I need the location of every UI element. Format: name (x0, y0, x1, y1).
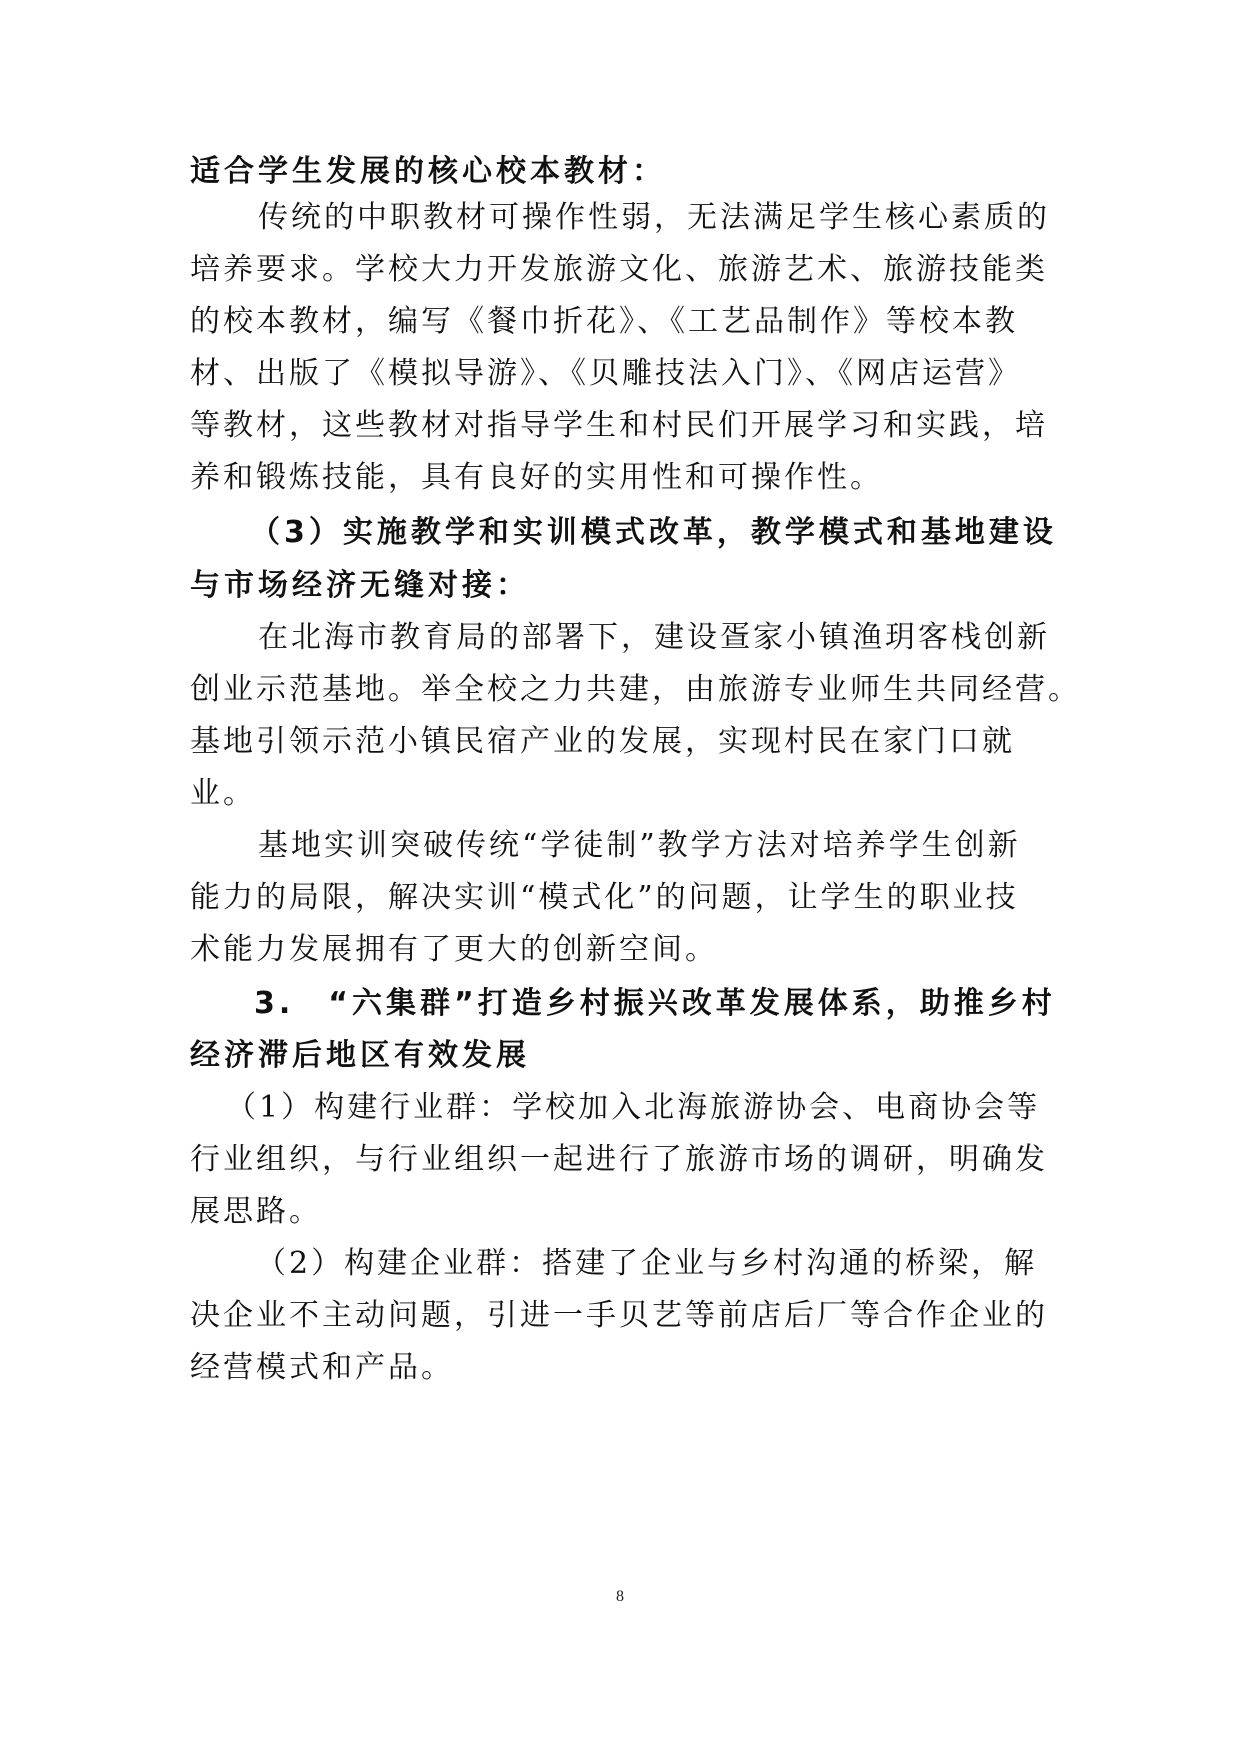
paragraph-line: 经营模式和产品。 (190, 1350, 454, 1385)
paragraph-line: 术能力发展拥有了更大的创新空间。 (190, 932, 718, 967)
heading-line: 3. “六集群”打造乡村振兴改革发展体系，助推乡村 (254, 986, 1056, 1021)
heading-line: （3）实施教学和实训模式改革，教学模式和基地建设 (250, 515, 1057, 550)
paragraph-line: 在北海市教育局的部署下，建设疍家小镇渔玥客栈创新 (258, 620, 1050, 655)
paragraph-line: 展思路。 (190, 1194, 322, 1229)
heading-line: 经济滞后地区有效发展 (190, 1038, 530, 1073)
paragraph-line: （1）构建行业群：学校加入北海旅游协会、电商协会等 (226, 1090, 1041, 1125)
paragraph-line: 传统的中职教材可操作性弱，无法满足学生核心素质的 (258, 200, 1050, 235)
paragraph-line: 行业组织，与行业组织一起进行了旅游市场的调研，明确发 (190, 1142, 1048, 1177)
paragraph-line: 的校本教材，编写《餐巾折花》、《工艺品制作》等校本教 (190, 304, 1018, 339)
paragraph-line: （2）构建企业群：搭建了企业与乡村沟通的桥梁，解 (256, 1246, 1038, 1281)
paragraph-line: 创业示范基地。举全校之力共建，由旅游专业师生共同经营。 (190, 672, 1081, 707)
paragraph-line: 等教材，这些教材对指导学生和村民们开展学习和实践，培 (190, 408, 1048, 443)
paragraph-line: 基地实训突破传统“学徒制”教学方法对培养学生创新 (258, 828, 1021, 863)
paragraph-line: 材、出版了《模拟导游》、《贝雕技法入门》、《网店运营》 (190, 356, 1021, 391)
paragraph-line: 培养要求。学校大力开发旅游文化、旅游艺术、旅游技能类 (190, 252, 1048, 287)
paragraph-line: 基地引领示范小镇民宿产业的发展，实现村民在家门口就 (190, 724, 1015, 759)
paragraph-line: 业。 (190, 776, 256, 811)
paragraph-line: 决企业不主动问题，引进一手贝艺等前店后厂等合作企业的 (190, 1298, 1048, 1333)
heading-line: 适合学生发展的核心校本教材： (190, 154, 666, 189)
paragraph-line: 养和锻炼技能，具有良好的实用性和可操作性。 (190, 460, 883, 495)
page-number: 8 (616, 1588, 624, 1605)
heading-line: 与市场经济无缝对接： (190, 568, 530, 603)
paragraph-line: 能力的局限，解决实训“模式化”的问题，让学生的职业技 (190, 880, 1019, 915)
